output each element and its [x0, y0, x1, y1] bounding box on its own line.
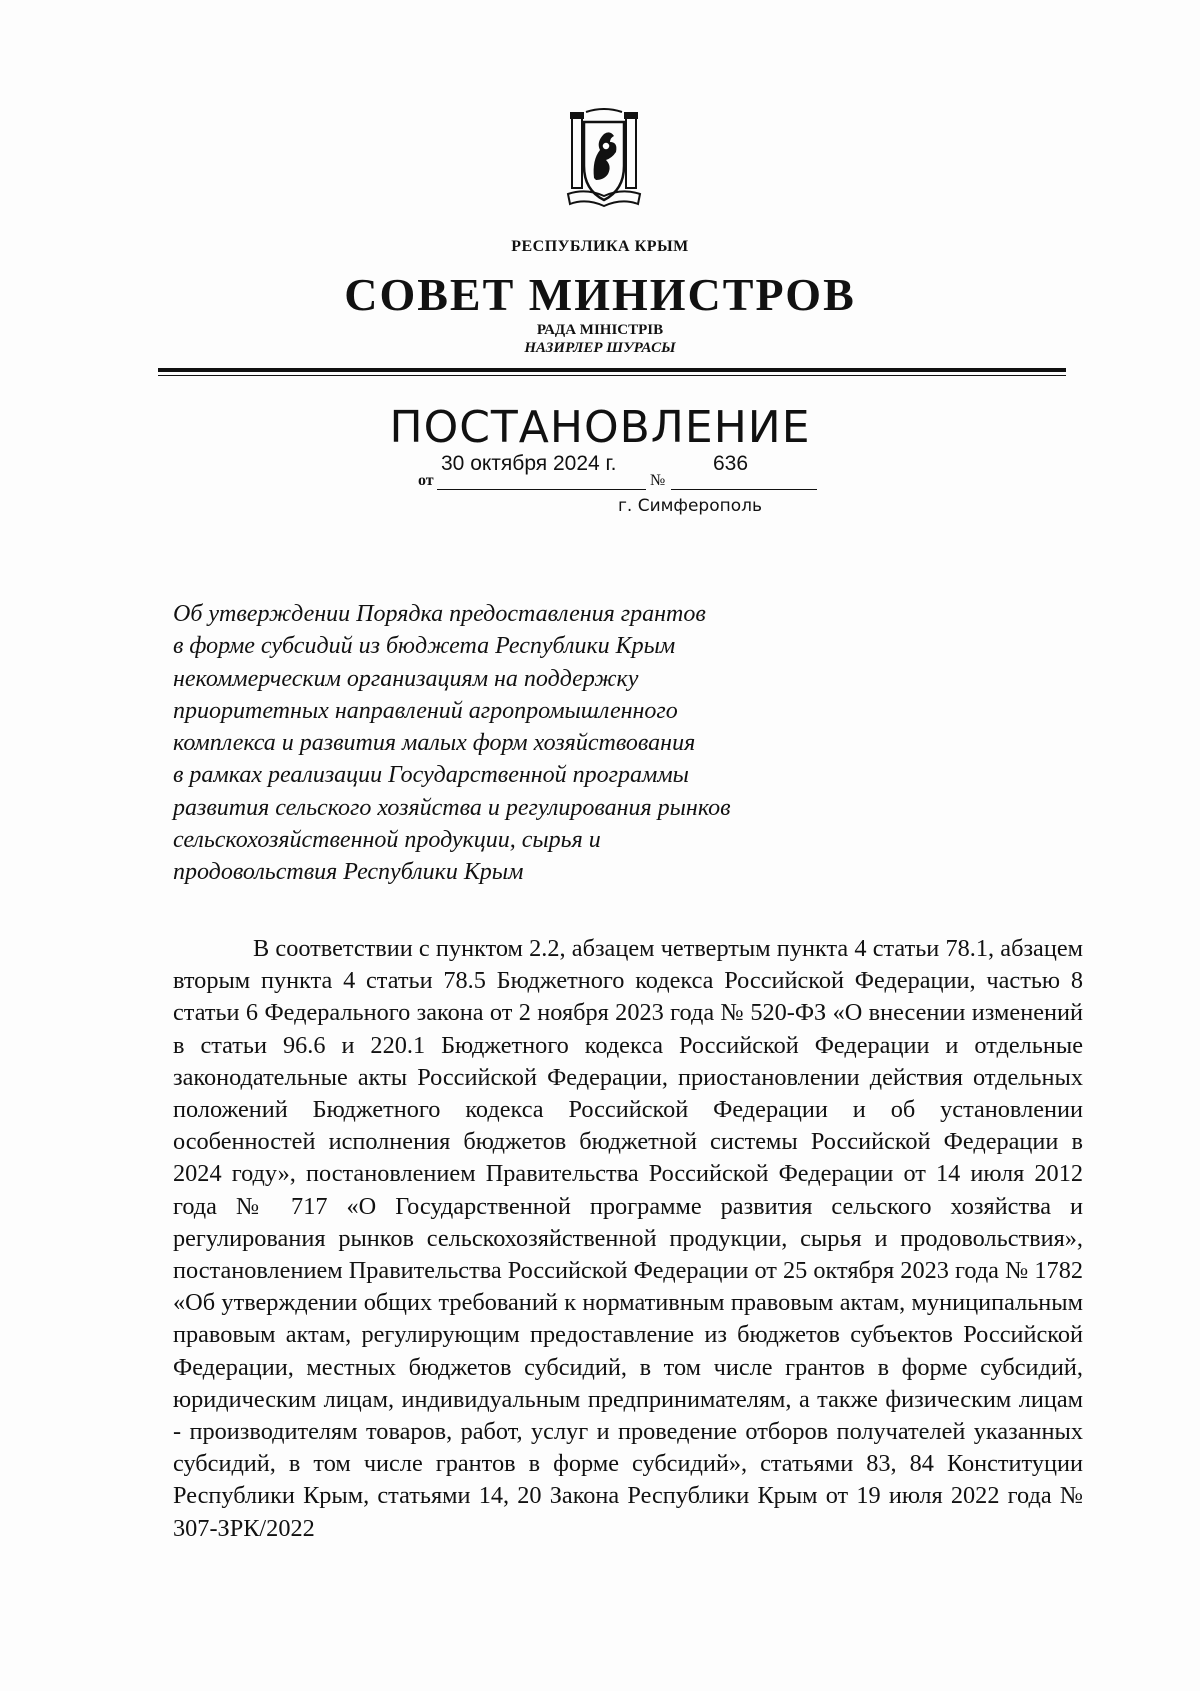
title-line: приоритетных направлений агропромышленного	[173, 697, 678, 724]
document-date: 30 октября 2024 г.	[441, 452, 617, 475]
council-name-crh: НАЗИРЛЕР ШУРАСЫ	[524, 340, 676, 356]
document-number: 636	[713, 452, 749, 475]
header-rule-thick	[158, 368, 1066, 372]
date-prefix: от	[418, 472, 434, 489]
body-paragraph: В соответствии с пунктом 2.2, абзацем четвертым пункта 4 статьи 78.1, абзацем вторым пункта 4 статьи 78.5 Бюджетного кодекса Российской Федерации, частью 8 статьи 6 Федерального закона от 2 ноября 2023 года № 520-ФЗ «О внесении изменений в статьи 96.6 и 220.1 Бюджетного кодекса Российской Федерации и отдельные законодательные акты Российской Федерации, приостановлении действия отдельных положений Бюджетного кодекса Российской Федерации и об установлении особенностей исполнения бюджетов бюджетной системы Российской Федерации в 2024 году», постановлением Правительства Российской Федерации от 14 июля 2012 года № 717 «О Государственной программе развития сельского хозяйства и регулирования рынков сельскохозяйственной продукции, сырья и продовольствия», постановлением Правительства Российской Федерации от 25 октября 2023 года № 1782 «Об утверждении общих требований к нормативным правовым актам, муниципальным правовым актам, регулирующим предоставление из бюджетов субъектов Российской Федерации, местных бюджетов субсидий, в том числе грантов в форме субсидий, юридическим лицам, индивидуальным предпринимателям, а также физическим лицам - производителям товаров, работ, услуг и проведение отборов получателей указанных субсидий, в том числе грантов в форме субсидий», статьями 83, 84 Конституции Республики Крым, статьями 14, 20 Закона Республики Крым от 19 июля 2022 года № 307-ЗРК/2022	[173, 935, 1083, 1542]
document-title	[173, 598, 873, 889]
council-name-ua: РАДА МІНІСТРІВ	[536, 322, 664, 338]
number-underline	[671, 489, 817, 490]
title-line: Об утверждении Порядка предоставления грантов	[173, 601, 706, 627]
header-rule-thin	[158, 375, 1066, 376]
republic-name: РЕСПУБЛИКА КРЫМ	[511, 238, 689, 255]
date-underline	[437, 489, 646, 490]
date-number-line	[0, 452, 1200, 502]
number-label: №	[650, 472, 666, 489]
council-name: СОВЕТ МИНИСТРОВ	[344, 269, 856, 320]
crimea-coat-of-arms-icon	[566, 108, 642, 213]
title-line: продовольствия Республики Крым	[173, 859, 524, 886]
title-line: комплекса и развития малых форм хозяйствования	[173, 730, 696, 757]
document-type: ПОСТАНОВЛЕНИЕ	[389, 402, 811, 453]
title-line: сельскохозяйственной продукции, сырья и	[173, 827, 601, 854]
title-line: развития сельского хозяйства и регулирования рынков	[173, 794, 731, 821]
title-line: в рамках реализации Государственной программы	[173, 762, 689, 789]
title-line: некоммерческим организациям на поддержку	[173, 665, 639, 692]
title-line: в форме субсидий из бюджета Республики Крым	[173, 633, 676, 660]
city: г. Симферополь	[617, 496, 763, 516]
